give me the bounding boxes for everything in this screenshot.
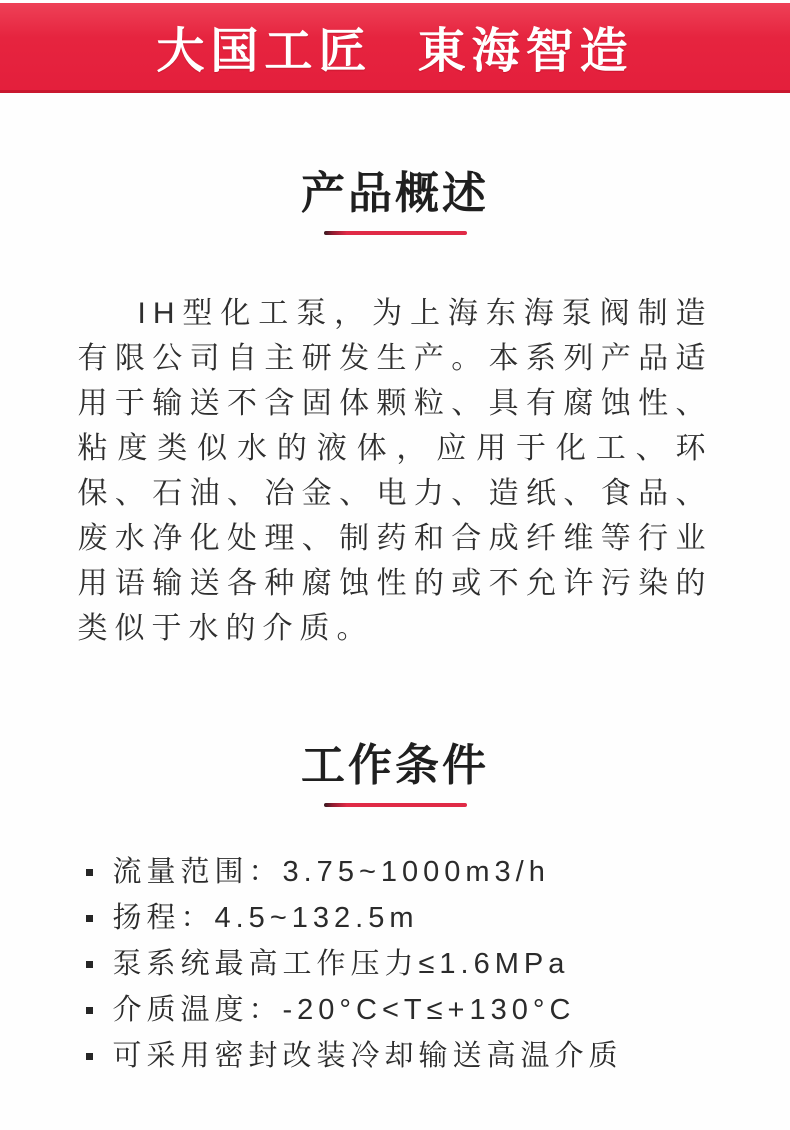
conditions-section-title: 工作条件 xyxy=(301,741,489,790)
brand-banner xyxy=(0,3,790,93)
bullet-square-icon xyxy=(86,915,93,922)
brand-banner-slogan: 大国工匠 東海智造 xyxy=(156,25,634,78)
list-item xyxy=(78,895,713,941)
section-working-conditions xyxy=(0,741,790,1079)
condition-seal-cooling: 可采用密封改装冷却输送高温介质 xyxy=(112,1040,623,1072)
bullet-square-icon xyxy=(86,1053,93,1060)
conditions-list xyxy=(78,849,713,1079)
condition-medium-temperature: 介质温度：-20°C<T≤+130°C xyxy=(112,994,576,1026)
section-overview xyxy=(0,169,790,651)
overview-section-title: 产品概述 xyxy=(301,169,489,218)
list-item xyxy=(78,1033,713,1079)
condition-head: 扬程：4.5~132.5m xyxy=(112,902,419,934)
condition-max-pressure: 泵系统最高工作压力≤1.6MPa xyxy=(112,948,570,980)
bullet-square-icon xyxy=(86,961,93,968)
product-detail-page xyxy=(0,3,790,1130)
conditions-title-underline xyxy=(324,803,467,807)
overview-paragraph: IH型化工泵，为上海东海泵阀制造有限公司自主研发生产。本系列产品适用于输送不含固体颗粒、具有腐蚀性、粘度类似水的液体，应用于化工、环保、石油、冶金、电力、造纸、食品、废水净化处理、制药和合成纤维等行业用语输送各种腐蚀性的或不允许污染的类似于水的介质。 xyxy=(77,297,713,645)
list-item xyxy=(78,987,713,1033)
list-item xyxy=(78,941,713,987)
condition-flow-range: 流量范围：3.75~1000m3/h xyxy=(112,856,550,888)
list-item xyxy=(78,849,713,895)
bullet-square-icon xyxy=(86,869,93,876)
overview-title-underline xyxy=(324,231,467,235)
bullet-square-icon xyxy=(86,1007,93,1014)
